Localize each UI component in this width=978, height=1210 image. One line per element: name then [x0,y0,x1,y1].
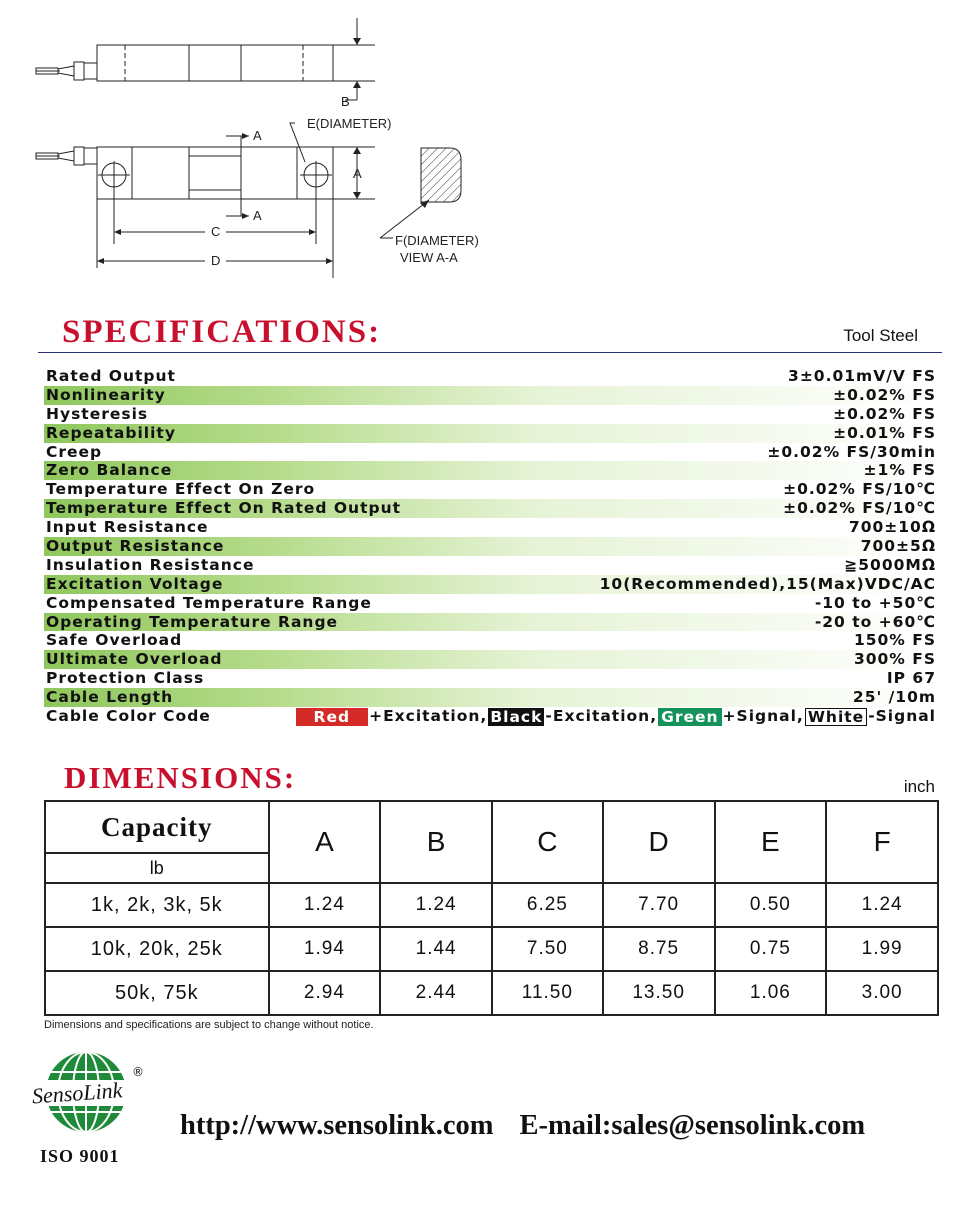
capacity-cell: 50k, 75k [45,971,269,1015]
value-cell: 13.50 [603,971,715,1015]
spec-name: Repeatability [46,423,176,442]
spec-value: 700±10Ω [848,518,936,537]
spec-row [44,556,937,575]
spec-name: Safe Overload [46,631,183,650]
view-label: VIEW A-A [400,250,458,265]
load-cell-drawing [0,0,978,300]
spec-value: ≧5000MΩ [844,555,936,574]
value-cell: 8.75 [603,927,715,971]
value-cell: 11.50 [492,971,603,1015]
sensolink-globe-logo [28,1042,148,1152]
value-cell: 7.70 [603,883,715,927]
spec-row [44,518,937,537]
spec-name: Excitation Voltage [46,574,224,593]
spec-row [44,480,937,499]
section-label-a-top: A [253,128,262,143]
spec-row [44,461,937,480]
cable-color-row [44,707,937,726]
column-header: B [380,801,492,883]
section-divider [38,352,942,353]
value-cell: 0.50 [715,883,827,927]
disclaimer-notice: Dimensions and specifications are subject to change without notice. [44,1019,374,1031]
dim-label-e: E(DIAMETER) [307,116,392,131]
dimensions-table [44,800,939,1016]
spec-value: ±0.02% FS/10℃ [783,499,936,518]
spec-value: ±0.01% FS [833,423,936,442]
spec-row [44,631,937,650]
table-header-row [45,801,938,853]
spec-name: Cable Length [46,688,174,707]
spec-row [44,386,937,405]
spec-value: ±0.02% FS [833,404,936,423]
black-wire-badge: Black [490,707,543,726]
value-cell: 7.50 [492,927,603,971]
spec-name: Rated Output [46,367,176,385]
registered-mark: ® [132,1065,144,1079]
value-cell: 2.94 [269,971,381,1015]
green-wire-function: +Signal, [722,707,804,726]
spec-value: -20 to +60℃ [814,612,936,631]
value-cell: 1.24 [826,883,938,927]
section-label-a-bottom: A [253,208,262,223]
spec-value: 25' /10m [852,688,936,707]
spec-name: Input Resistance [46,518,209,537]
spec-list [44,367,937,726]
spec-row [44,405,937,424]
spec-value: ±1% FS [863,461,936,480]
value-cell: 0.75 [715,927,827,971]
spec-name: Operating Temperature Range [46,612,339,631]
dimensions-unit: inch [903,777,935,796]
dim-label-a: A [353,166,362,181]
capacity-header: Capacity [45,801,269,853]
white-wire-badge: White [805,708,867,726]
column-header: E [715,801,827,883]
spec-name: Creep [46,442,103,461]
spec-row [44,367,937,386]
value-cell: 1.99 [826,927,938,971]
spec-name: Protection Class [46,669,205,688]
capacity-unit: lb [45,853,269,883]
dim-label-b: B [341,94,350,109]
column-header: D [603,801,715,883]
dimensions-title: DIMENSIONS: [64,760,297,795]
capacity-cell: 10k, 20k, 25k [45,927,269,971]
column-header: A [269,801,381,883]
table-row [45,971,938,1015]
table-row [45,927,938,971]
contact-info [180,1110,865,1142]
dim-label-f: F(DIAMETER) [395,233,479,248]
spec-value: ±0.02% FS/30min [767,442,936,461]
material-label: Tool Steel [843,326,918,345]
spec-name: Hysteresis [46,404,149,423]
spec-value: 150% FS [853,631,936,650]
value-cell: 1.94 [269,927,381,971]
spec-value: 10(Recommended),15(Max)VDC/AC [599,574,936,593]
column-header: F [826,801,938,883]
value-cell: 3.00 [826,971,938,1015]
spec-row [44,650,937,669]
spec-row [44,575,937,594]
spec-value: ±0.02% FS [833,385,936,404]
value-cell: 1.06 [715,971,827,1015]
value-cell: 2.44 [380,971,492,1015]
spec-row [44,443,937,462]
value-cell: 1.44 [380,927,492,971]
dim-label-c: C [211,224,221,239]
website-link[interactable]: http://www.sensolink.com [180,1110,494,1141]
table-row [45,883,938,927]
email-link[interactable]: E-mail:sales@sensolink.com [519,1110,866,1141]
spec-name: Ultimate Overload [46,650,223,669]
red-wire-function: +Excitation, [369,707,488,726]
spec-value: 700±5Ω [860,537,936,556]
spec-row [44,669,937,688]
spec-name: Temperature Effect On Rated Output [46,499,402,518]
dim-label-d: D [211,253,221,268]
spec-row [44,424,937,443]
spec-row [44,688,937,707]
spec-name: Output Resistance [46,537,225,556]
spec-value: IP 67 [886,669,936,688]
capacity-cell: 1k, 2k, 3k, 5k [45,883,269,927]
value-cell: 1.24 [380,883,492,927]
spec-name: Compensated Temperature Range [46,593,372,612]
spec-name: Nonlinearity [46,385,166,404]
spec-value: 300% FS [853,650,936,669]
spec-row [44,594,937,613]
spec-value: ±0.02% FS/10℃ [783,480,936,499]
red-wire-badge: Red [296,708,369,726]
spec-name: Insulation Resistance [46,555,255,574]
cable-color-legend [296,707,937,726]
spec-value: -10 to +50℃ [814,593,936,612]
spec-value: 3±0.01mV/V FS [788,367,936,385]
iso-certification: ISO 9001 [40,1146,120,1166]
value-cell: 6.25 [492,883,603,927]
black-wire-function: -Excitation, [545,707,658,726]
spec-name: Cable Color Code [46,707,211,726]
white-wire-function: -Signal [868,707,936,726]
column-header: C [492,801,603,883]
spec-row [44,537,937,556]
value-cell: 1.24 [269,883,381,927]
spec-name: Temperature Effect On Zero [46,480,316,499]
specifications-title: SPECIFICATIONS: [62,314,382,350]
spec-row [44,613,937,632]
spec-row [44,499,937,518]
logo-wordmark: SensoLink [31,1077,124,1109]
spec-name: Zero Balance [46,461,173,480]
green-wire-badge: Green [658,708,721,726]
